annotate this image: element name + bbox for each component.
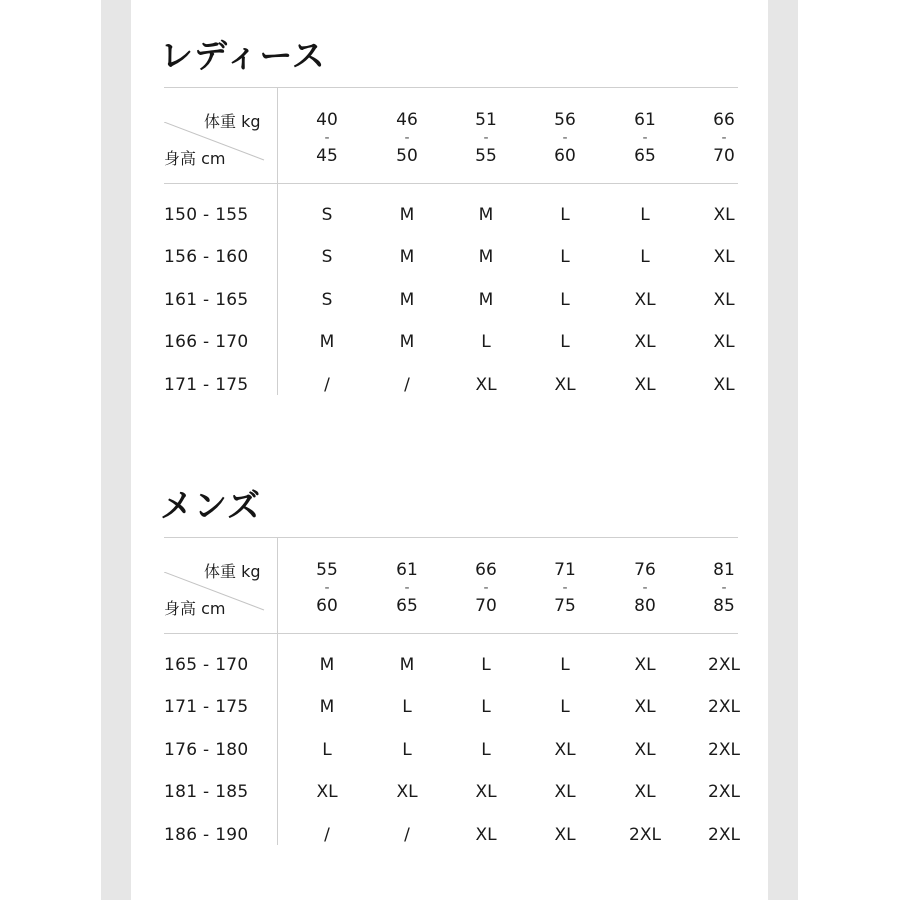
table-row [164,825,738,849]
height-range-label: 161 - 165 [164,290,249,310]
weight-range-sep: - [721,580,727,596]
size-cell: M [478,290,494,310]
size-cell: / [324,825,330,845]
left-side-bar [101,0,131,900]
table-row [164,782,738,806]
size-cell: XL [475,375,497,395]
weight-range-sep: - [562,580,568,596]
weight-range-to: 85 [713,596,735,616]
weight-range-to: 80 [634,596,656,616]
size-cell: XL [475,782,497,802]
men-section-title: メンズ [160,486,262,525]
size-cell: M [399,332,415,352]
size-cell: XL [554,740,576,760]
size-cell: 2XL [708,697,740,717]
size-cell: L [560,655,570,675]
size-cell: M [478,247,494,267]
weight-range-sep: - [721,130,727,146]
size-cell: 2XL [708,740,740,760]
size-cell: XL [713,247,735,267]
weight-column-header [456,111,516,165]
height-range-label: 165 - 170 [164,655,249,675]
size-cell: XL [634,655,656,675]
size-cell: L [481,697,491,717]
size-cell: L [560,205,570,225]
table-row [164,290,738,314]
table-row [164,655,738,679]
weight-range-sep: - [404,580,410,596]
size-cell: M [319,332,335,352]
weight-range-from: 71 [554,560,576,580]
size-cell: 2XL [708,825,740,845]
table-top-rule [164,537,738,538]
size-cell: XL [634,375,656,395]
weight-range-sep: - [642,580,648,596]
weight-range-to: 75 [554,596,576,616]
height-range-label: 166 - 170 [164,332,249,352]
size-cell: L [402,697,412,717]
weight-range-from: 61 [396,560,418,580]
table-row [164,375,738,399]
table-header-rule [164,183,738,184]
size-cell: XL [713,332,735,352]
size-cell: XL [396,782,418,802]
size-cell: M [399,247,415,267]
height-range-label: 176 - 180 [164,740,249,760]
size-cell: XL [554,782,576,802]
weight-range-from: 46 [396,110,418,130]
table-row [164,332,738,356]
size-cell: XL [634,697,656,717]
size-cell: L [481,740,491,760]
size-cell: M [399,290,415,310]
size-cell: L [640,247,650,267]
weight-range-from: 40 [316,110,338,130]
size-cell: L [560,697,570,717]
weight-range-from: 66 [713,110,735,130]
weight-range-to: 45 [316,146,338,166]
size-cell: L [560,290,570,310]
weight-range-to: 65 [396,596,418,616]
size-cell: M [399,655,415,675]
size-cell: L [481,332,491,352]
weight-axis-label: 体重 kg [204,112,261,131]
size-cell: XL [475,825,497,845]
height-axis-label: 身高 cm [164,599,226,618]
weight-column-header [615,561,675,615]
height-range-label: 181 - 185 [164,782,249,802]
size-cell: / [324,375,330,395]
size-cell: XL [713,205,735,225]
table-row [164,247,738,271]
weight-range-sep: - [483,580,489,596]
weight-range-sep: - [404,130,410,146]
size-cell: XL [634,782,656,802]
size-cell: L [560,332,570,352]
size-cell: S [321,205,333,225]
weight-range-to: 50 [396,146,418,166]
weight-column-header [615,111,675,165]
size-cell: XL [554,375,576,395]
weight-range-from: 76 [634,560,656,580]
weight-column-header [694,561,754,615]
weight-range-sep: - [562,130,568,146]
size-cell: XL [713,375,735,395]
height-range-label: 171 - 175 [164,375,249,395]
size-cell: S [321,290,333,310]
weight-range-sep: - [324,130,330,146]
size-cell: 2XL [708,655,740,675]
weight-column-header [694,111,754,165]
weight-column-header [535,111,595,165]
size-cell: XL [634,290,656,310]
height-range-label: 171 - 175 [164,697,249,717]
weight-range-from: 51 [475,110,497,130]
weight-range-from: 56 [554,110,576,130]
size-cell: S [321,247,333,267]
size-cell: M [319,697,335,717]
weight-range-from: 55 [316,560,338,580]
table-top-rule [164,87,738,88]
weight-range-sep: - [483,130,489,146]
height-range-label: 186 - 190 [164,825,249,845]
size-cell: 2XL [708,782,740,802]
weight-range-to: 70 [713,146,735,166]
weight-range-from: 81 [713,560,735,580]
right-side-bar [768,0,798,900]
size-cell: L [481,655,491,675]
size-cell: XL [634,740,656,760]
size-cell: M [319,655,335,675]
women-section-title: レディース [160,36,326,75]
weight-column-header [456,561,516,615]
size-cell: L [640,205,650,225]
size-cell: M [399,205,415,225]
weight-range-to: 70 [475,596,497,616]
weight-range-to: 55 [475,146,497,166]
size-cell: XL [634,332,656,352]
weight-range-to: 65 [634,146,656,166]
size-cell: XL [713,290,735,310]
size-cell: L [560,247,570,267]
weight-range-to: 60 [316,596,338,616]
height-range-label: 156 - 160 [164,247,249,267]
height-axis-label: 身高 cm [164,149,226,168]
size-cell: L [322,740,332,760]
weight-column-header [297,111,357,165]
size-cell: 2XL [629,825,661,845]
size-cell: XL [316,782,338,802]
weight-range-to: 60 [554,146,576,166]
weight-range-from: 66 [475,560,497,580]
weight-axis-label: 体重 kg [204,562,261,581]
weight-range-sep: - [642,130,648,146]
weight-column-header [377,111,437,165]
size-cell: XL [554,825,576,845]
table-row [164,697,738,721]
weight-column-header [377,561,437,615]
table-row [164,740,738,764]
size-cell: M [478,205,494,225]
size-cell: / [404,375,410,395]
weight-range-from: 61 [634,110,656,130]
weight-column-header [297,561,357,615]
table-row [164,205,738,229]
table-header-rule [164,633,738,634]
height-range-label: 150 - 155 [164,205,249,225]
weight-range-sep: - [324,580,330,596]
weight-column-header [535,561,595,615]
size-cell: L [402,740,412,760]
size-cell: / [404,825,410,845]
